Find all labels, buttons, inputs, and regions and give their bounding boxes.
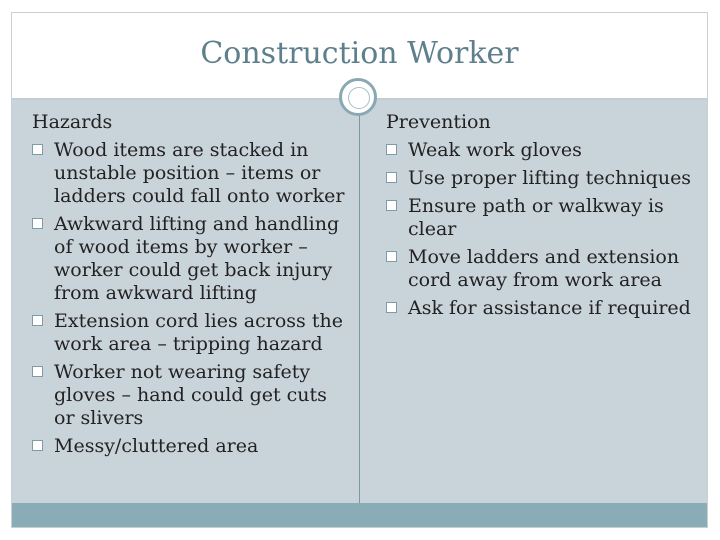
hazard-text: Messy/cluttered area xyxy=(54,435,259,457)
prevention-column xyxy=(386,111,696,325)
prevention-text: Weak work gloves xyxy=(408,139,582,161)
hazards-list xyxy=(32,139,352,458)
bullet-icon xyxy=(386,251,397,262)
list-item xyxy=(386,139,696,162)
hazard-text: Worker not wearing safety gloves – hand could get cuts or slivers xyxy=(54,361,327,429)
bullet-icon xyxy=(32,144,43,155)
prevention-text: Ensure path or walkway is clear xyxy=(408,195,664,240)
hazard-text: Wood items are stacked in unstable position – items or ladders could fall onto worker xyxy=(54,139,345,207)
bullet-icon xyxy=(386,144,397,155)
list-item xyxy=(386,297,696,320)
hazards-column xyxy=(32,111,352,463)
prevention-list xyxy=(386,139,696,320)
list-item xyxy=(386,167,696,190)
list-item xyxy=(386,195,696,241)
bullet-icon xyxy=(32,218,43,229)
slide-title: Construction Worker xyxy=(200,36,519,71)
list-item xyxy=(32,310,352,356)
hazards-heading: Hazards xyxy=(32,111,113,133)
prevention-heading: Prevention xyxy=(386,111,491,133)
bullet-icon xyxy=(32,315,43,326)
list-item xyxy=(32,361,352,430)
bullet-icon xyxy=(32,440,43,451)
column-divider xyxy=(359,100,360,503)
prevention-text: Ask for assistance if required xyxy=(408,297,691,319)
bullet-icon xyxy=(386,200,397,211)
prevention-text: Use proper lifting techniques xyxy=(408,167,692,189)
hazard-text: Extension cord lies across the work area – tripping hazard xyxy=(54,310,343,355)
prevention-text: Move ladders and extension cord away from work area xyxy=(408,246,680,291)
list-item xyxy=(32,435,352,458)
bottom-bar xyxy=(12,503,707,527)
list-item xyxy=(32,213,352,305)
bullet-icon xyxy=(386,302,397,313)
hazard-text: Awkward lifting and handling of wood items by worker – worker could get back injury from awkward lifting xyxy=(54,213,340,304)
list-item xyxy=(32,139,352,208)
list-item xyxy=(386,246,696,292)
bullet-icon xyxy=(386,172,397,183)
bullet-icon xyxy=(32,366,43,377)
